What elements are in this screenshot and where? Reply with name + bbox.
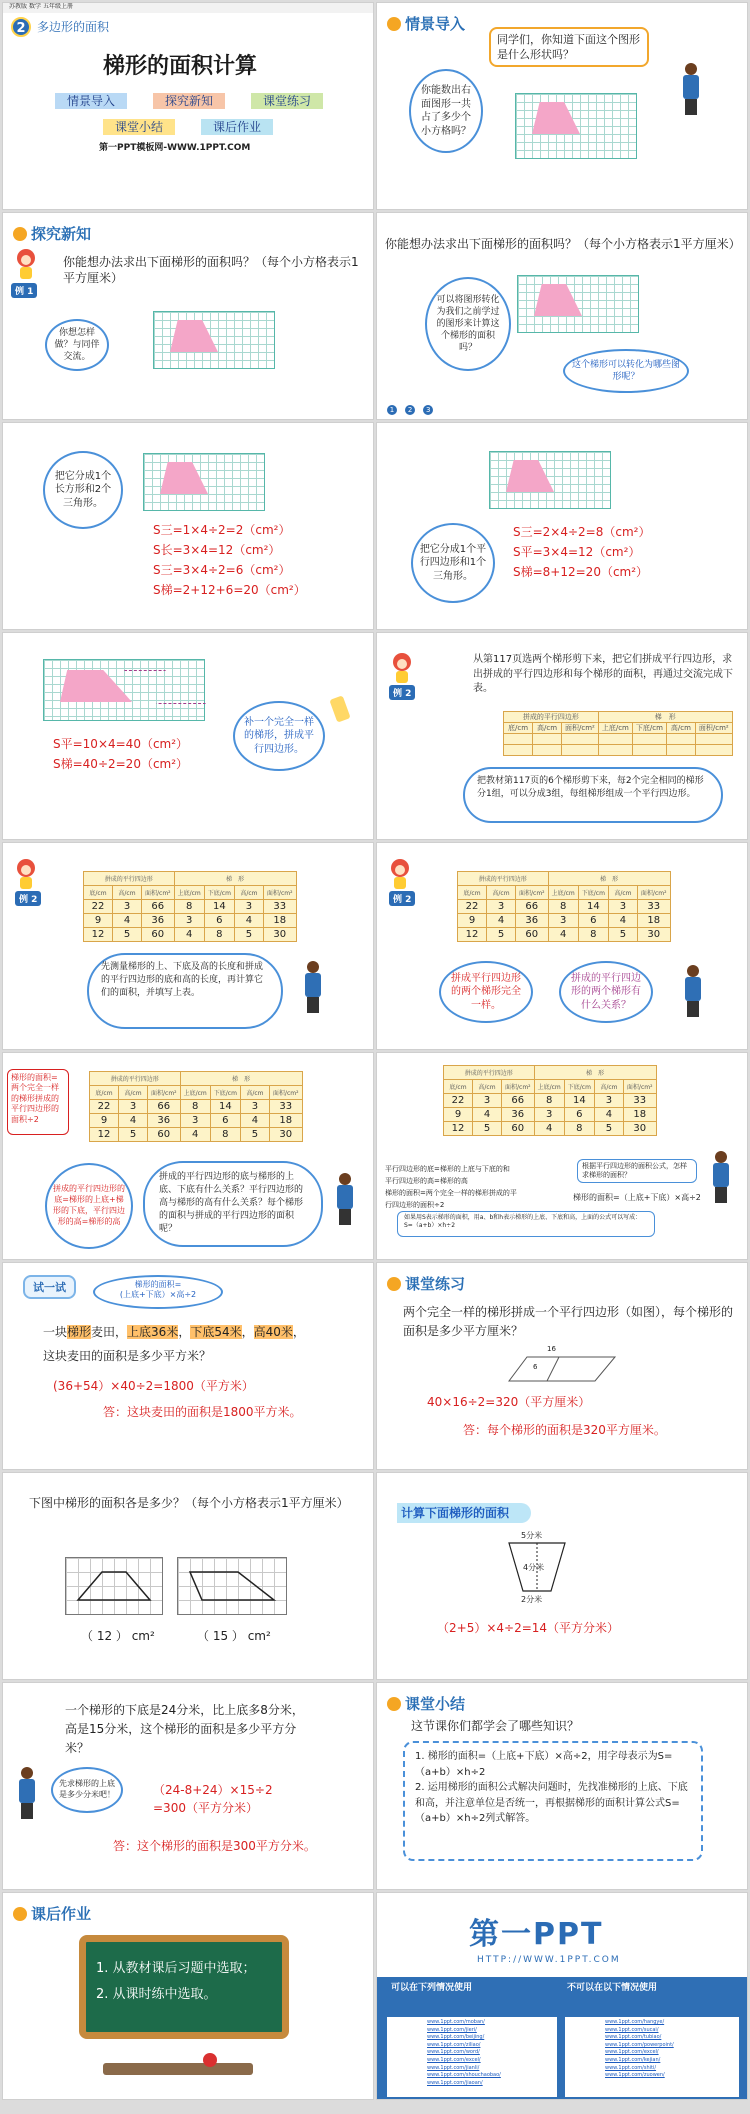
highlight-height: 高40米 (253, 1325, 293, 1339)
th: 高/cm (113, 886, 142, 900)
calc-line-1: （24-8+24）×15÷2 (153, 1783, 273, 1797)
slide-method-1[interactable] (2, 422, 374, 630)
trapezoid-shape (170, 320, 218, 352)
table-row: 9 4 36 3 6 4 18 (84, 914, 297, 928)
th: 上底/cm (534, 1080, 564, 1094)
label-bottom: 2分米 (521, 1595, 543, 1604)
trapezoid-svg-2 (178, 1558, 286, 1614)
logo-text: 第一PPT (469, 1917, 604, 1952)
footer-site: 第一PPT模板网-WWW.1PPT.COM (99, 143, 251, 153)
link[interactable]: www.1ppt.com/kejian/ (605, 2056, 661, 2063)
added-trapezoid (124, 670, 206, 704)
grid-figure (489, 451, 611, 509)
student-mascot (13, 249, 39, 279)
homework-item-2: 2. 从课时练中选取。 (96, 1987, 217, 2002)
blank-table (503, 711, 733, 756)
link[interactable]: www.1ppt.com/jieri/ (427, 2026, 477, 2033)
calc-line-2: S平=3×4=12（cm²） (513, 545, 641, 559)
group-header: 梯 形 (174, 872, 296, 886)
nav-button-explore[interactable]: 探究新知 (153, 93, 225, 109)
link[interactable]: www.1ppt.com/sucai/ (605, 2026, 659, 2033)
th: 上底/cm (180, 1086, 210, 1100)
th: 下底/cm (564, 1080, 594, 1094)
hint-bubble: 补一个完全一样的梯形，拼成平行四边形。 (233, 701, 325, 771)
calc-line: (36+54）×40÷2=1800（平方米） (53, 1379, 254, 1393)
table-row: 22 3 66 8 14 3 33 (458, 900, 671, 914)
derivation-line-2: 平行四边形的高=梯形的高 (385, 1177, 468, 1185)
pencil-icon (329, 695, 350, 722)
slide-derivation-2[interactable] (376, 1052, 748, 1260)
blank-th: 底/cm (504, 723, 533, 734)
text-fragment: ， (178, 1325, 191, 1339)
problem-text-2: 这块麦田的面积是多少平方米？ (43, 1349, 212, 1363)
slide-method-3[interactable] (2, 632, 374, 840)
grid-figure-2 (177, 1557, 287, 1615)
data-table (443, 1065, 657, 1136)
link[interactable]: www.1ppt.com/excel/ (427, 2056, 481, 2063)
highlight-shape: 梯形 (67, 1325, 92, 1339)
instruction-text: 从第117页选两个梯形剪下来，把它们拼成平行四边形，求出拼成的平行四边形和每个梯形的面积，再通过交流完成下表。 (473, 654, 733, 694)
answer-1: （ 12 ） cm² (81, 1629, 155, 1643)
trapezoid-shape (60, 670, 132, 702)
text-fragment: 一块 (43, 1325, 68, 1339)
th: 高/cm (594, 1080, 623, 1094)
section-title: 探究新知 (31, 225, 92, 243)
blank-group-2: 梯 形 (598, 712, 732, 723)
problem-text (43, 1325, 305, 1341)
hint-bubble: 你想怎样做？与同伴交流。 (45, 319, 109, 371)
slide-example-2-table[interactable] (2, 842, 374, 1050)
link[interactable]: www.1ppt.com/excel/ (605, 2049, 659, 2056)
table-row: 12 5 60 4 8 5 30 (84, 928, 297, 942)
letter-formula-box: 如果用S表示梯形的面积，用a、b和h表示梯形的上底、下底和高，上面的公式可以写成：S=（a+b）×h÷2 (397, 1211, 655, 1237)
section-title: 课堂小结 (405, 1695, 466, 1713)
step-2[interactable]: 2 (405, 405, 415, 415)
student-mascot (387, 859, 413, 889)
logo-url: HTTP://WWW.1PPT.COM (477, 1955, 621, 1965)
grid-figure-1 (65, 1557, 163, 1615)
section-icon (387, 1277, 401, 1291)
top-bar (3, 3, 374, 13)
blank-th: 面积/cm² (562, 723, 599, 734)
page-title: 梯形的面积计算 (103, 54, 258, 79)
slide-homework[interactable] (2, 1892, 374, 2100)
answer-line: 答：这块麦田的面积是1800平方米。 (103, 1405, 302, 1419)
blank-th: 面积/cm² (695, 723, 732, 734)
trapezoid-svg-1 (66, 1558, 162, 1614)
th: 高/cm (487, 886, 516, 900)
th: 下底/cm (204, 886, 234, 900)
th: 下底/cm (210, 1086, 240, 1100)
fig-label-6: 6 (533, 1363, 538, 1371)
th: 底/cm (84, 886, 113, 900)
grid-figure (517, 275, 639, 333)
calc-line-3: S梯=8+12=20（cm²） (513, 565, 649, 579)
section-heading (13, 1903, 91, 1924)
th: 上底/cm (174, 886, 204, 900)
hint-bubble: 把它分成1个平行四边形和1个三角形。 (411, 523, 495, 603)
books-decoration (103, 2063, 253, 2075)
calc-line-1: S平=10×4=40（cm²） (53, 737, 189, 751)
parallelogram-svg (507, 1355, 617, 1383)
chapter-number: 2 (11, 17, 31, 37)
teacher-figure (679, 63, 703, 115)
chapter-title: 多边形的面积 (37, 20, 110, 34)
cannot-use-title: 不可以在以下情况使用 (567, 1983, 658, 1993)
section-heading (387, 1273, 465, 1294)
link[interactable]: www.1ppt.com/ziliao/ (427, 2041, 481, 2048)
example-tag: 例 2 (389, 685, 415, 700)
can-use-title: 可以在下列情况使用 (391, 1983, 473, 1993)
section-icon (13, 227, 27, 241)
table-row: 12 5 60 4 8 5 30 (444, 1122, 657, 1136)
group-header: 梯 形 (180, 1072, 302, 1086)
question-bubble: 拼成的平行四边形的两个梯形有什么关系？ (559, 961, 653, 1023)
data-table (89, 1071, 303, 1142)
grid-figure (143, 453, 265, 511)
th: 高/cm (234, 886, 263, 900)
link[interactable]: www.1ppt.com/powerpoint/ (605, 2041, 674, 2048)
link[interactable]: www.1ppt.com/beijing/ (427, 2034, 485, 2041)
formula-line: 梯形的面积=（上底+下底）×高÷2 (573, 1193, 701, 1202)
calc-line-2: S梯=40÷2=20（cm²） (53, 757, 189, 771)
trapezoid-shape (532, 102, 580, 134)
group-header: 拼成的平行四边形 (90, 1072, 181, 1086)
trapezoid-shape (160, 462, 208, 494)
th: 面积/cm² (148, 1086, 181, 1100)
calc-line-1: S三=1×4÷2=2（cm²） (153, 523, 291, 537)
link-list-right[interactable] (605, 2019, 674, 2080)
problem-text: 一个梯形的下底是24分米，比上底多8分米，高是15分米，这个梯形的面积是多少平方分米？ (65, 1703, 304, 1756)
blank-th: 高/cm (533, 723, 562, 734)
formula-note: 梯形的面积=两个完全一样的梯形拼成的平行四边形的面积÷2 (7, 1069, 69, 1135)
teacher-figure (709, 1151, 733, 1203)
answer-bubble: 拼成的平行四边形的底=梯形的上底+梯形的下底，平行四边形的高=梯形的高 (45, 1163, 133, 1249)
th: 面积/cm² (142, 886, 175, 900)
summary-question: 这节课你们都学会了哪些知识？ (411, 1719, 580, 1733)
derivation-line-4: 行四边形的面积÷2 (385, 1201, 445, 1209)
formula-bubble (93, 1275, 223, 1309)
table-row: 22 3 66 8 14 3 33 (90, 1100, 303, 1114)
th: 面积/cm² (637, 886, 670, 900)
section-icon (13, 1907, 27, 1921)
hint-bubble: 可以将图形转化为我们之前学过的图形来计算这个梯形的面积吗？ (425, 277, 511, 371)
section-title: 课堂练习 (405, 1275, 466, 1293)
slide-title[interactable] (2, 2, 374, 210)
th: 底/cm (90, 1086, 119, 1100)
question-note: 根据平行四边形的面积公式，怎样求梯形的面积？ (577, 1159, 697, 1183)
question-text: 你能想办法求出下面梯形的面积吗？（每个小方格表示1平方厘米） (385, 237, 741, 251)
topbar-text-4: 上册 (61, 3, 74, 10)
example-tag: 例 2 (15, 891, 41, 906)
table-row: 12 5 60 4 8 5 30 (90, 1128, 303, 1142)
calc-line-1: S三=2×4÷2=8（cm²） (513, 525, 651, 539)
table-row: 12 5 60 4 8 5 30 (458, 928, 671, 942)
table-row: 22 3 66 8 14 3 33 (84, 900, 297, 914)
table-row: 22 3 66 8 14 3 33 (444, 1094, 657, 1108)
link[interactable]: www.1ppt.com/moban/ (427, 2019, 485, 2025)
example-tag: 例 2 (389, 891, 415, 906)
slide-intro[interactable] (376, 2, 748, 210)
th: 底/cm (444, 1080, 473, 1094)
chalkboard (79, 1935, 289, 2039)
blank-th: 下底/cm (632, 723, 666, 734)
slide-try[interactable] (2, 1262, 374, 1470)
th: 面积/cm² (516, 886, 549, 900)
section-title: 情景导入 (405, 15, 466, 33)
hint-bubble: 把它分成1个长方形和2个三角形。 (43, 451, 123, 529)
slide-practice-1[interactable] (376, 1262, 748, 1470)
label-top: 5分米 (521, 1531, 543, 1540)
slide-explore-1[interactable] (2, 212, 374, 420)
fig-label-16: 16 (547, 1345, 556, 1353)
question-text: 你能想办法求出下面梯形的面积吗？（每个小方格表示1平方厘米） (63, 255, 359, 285)
summary-point-2: 2. 运用梯形的面积公式解决问题时，先找准梯形的上底、下底和高，并注意单位是否统一，再根据梯形的面积计算公式S=（a+b）×h÷2列式解答。 (415, 1782, 688, 1824)
task-tag: 计算下面梯形的面积 (397, 1503, 531, 1523)
group-header: 梯 形 (534, 1066, 656, 1080)
th: 底/cm (458, 886, 487, 900)
parallelogram-figure (507, 1345, 617, 1383)
th: 高/cm (608, 886, 637, 900)
answer-line: 答：这个梯形的面积是300平方分米。 (113, 1839, 316, 1853)
example-tag: 例 1 (11, 283, 37, 298)
speech-box: 同学们，你知道下面这个图形是什么形状吗？ (489, 27, 649, 67)
data-table (457, 871, 671, 942)
formula-text: (上底+下底）×高÷2 (119, 1290, 197, 1300)
th: 面积/cm² (269, 1086, 302, 1100)
th: 高/cm (119, 1086, 148, 1100)
th: 面积/cm² (502, 1080, 535, 1094)
link[interactable]: www.1ppt.com/word/ (427, 2049, 480, 2056)
link[interactable]: www.1ppt.com/tubiao/ (605, 2034, 662, 2041)
slide-practice-4[interactable] (2, 1682, 374, 1890)
hint-bubble: 把教材第117页的6个梯形剪下来，每2个完全相同的梯形分1组，可以分成3组，每组梯形组成一个平行四边形。 (463, 767, 723, 823)
step-1[interactable]: 1 (387, 405, 397, 415)
highlight-lower: 下底54米 (190, 1325, 242, 1339)
derivation-line-1: 平行四边形的底=梯形的上底与下底的和 (385, 1165, 510, 1173)
info-panel (377, 1977, 748, 2100)
blank-group-1: 拼成的平行四边形 (504, 712, 599, 723)
group-header: 拼成的平行四边形 (444, 1066, 535, 1080)
group-header: 拼成的平行四边形 (84, 872, 175, 886)
calc-line: （2+5）×4÷2=14（平方分米） (437, 1621, 620, 1635)
slide-example-2-intro[interactable] (376, 632, 748, 840)
text-fragment: 麦田， (91, 1325, 128, 1339)
section-icon (387, 1697, 401, 1711)
calc-line-4: S梯=2+12+6=20（cm²） (153, 583, 306, 597)
link[interactable]: www.1ppt.com/jianli/ (427, 2064, 480, 2071)
teacher-figure (301, 961, 325, 1013)
link[interactable]: www.1ppt.com/hangye/ (605, 2019, 665, 2025)
hint-bubble: 先求梯形的上底是多少分米吧！ (51, 1767, 123, 1813)
question-bubble: 你能数出右面图形一共占了多少个小方格吗？ (409, 69, 483, 153)
trapezoid-shape (534, 284, 582, 316)
slide-method-2[interactable] (376, 422, 748, 630)
label-height: 4分米 (523, 1563, 545, 1572)
derivation-line-3: 梯形的面积=两个完全一样的梯形拼成的平 (385, 1189, 517, 1197)
th: 高/cm (240, 1086, 269, 1100)
text-fragment: ， (241, 1325, 254, 1339)
problem-text: 两个完全一样的梯形拼成一个平行四边形（如图），每个梯形的面积是多少平方厘米？ (403, 1305, 734, 1339)
homework-item-1: 1. 从教材课后习题中选取； (96, 1961, 256, 1976)
teacher-figure (681, 965, 705, 1017)
apple-icon (203, 2053, 217, 2067)
teacher-figure (333, 1173, 357, 1225)
slide-practice-3[interactable] (376, 1472, 748, 1680)
calc-line-3: S三=3×4÷2=6（cm²） (153, 563, 291, 577)
links-left (387, 2017, 557, 2097)
calc-line-2: =300（平方分米） (153, 1801, 258, 1815)
topbar-text-1: 苏教版 (9, 3, 28, 10)
th: 上底/cm (548, 886, 578, 900)
table-row: 9 4 36 3 6 4 18 (458, 914, 671, 928)
grid-figure (515, 93, 637, 159)
student-mascot (389, 653, 415, 683)
th: 面积/cm² (263, 886, 296, 900)
th: 面积/cm² (623, 1080, 656, 1094)
link-list-left[interactable] (427, 2019, 501, 2087)
student-mascot (13, 859, 39, 889)
text-fragment: ， (292, 1325, 305, 1339)
slide-derivation-1[interactable] (2, 1052, 374, 1260)
grid-figure (43, 659, 205, 721)
th: 高/cm (473, 1080, 502, 1094)
link[interactable]: www.1ppt.com/jiaoan/ (427, 2079, 483, 2086)
answer-2: （ 15 ） cm² (197, 1629, 271, 1643)
slide-practice-2[interactable] (2, 1472, 374, 1680)
topbar-text-2: 数学 (29, 3, 42, 10)
answer-line: 答：每个梯形的面积是320平方厘米。 (463, 1423, 666, 1437)
grid-figure (153, 311, 275, 369)
section-icon (387, 17, 401, 31)
link[interactable]: www.1ppt.com/shouchaobao/ (427, 2072, 501, 2079)
section-heading (13, 223, 91, 244)
highlight-upper: 上底36米 (127, 1325, 179, 1339)
data-table (83, 871, 297, 942)
teacher-figure (15, 1767, 39, 1819)
section-heading (387, 13, 465, 34)
group-header: 梯 形 (548, 872, 670, 886)
trapezoid-shape (506, 460, 554, 492)
problem-text: 下图中梯形的面积各是多少？（每个小方格表示1平方厘米） (29, 1496, 349, 1510)
topbar-text-3: 五年级 (43, 3, 62, 10)
blank-th: 高/cm (666, 723, 695, 734)
formula-title: 梯形的面积= (134, 1280, 182, 1289)
answer-bubble: 拼成平行四边形的两个梯形完全一样。 (439, 961, 533, 1023)
step-indicators (387, 397, 436, 416)
slide-example-2-relation[interactable] (376, 842, 748, 1050)
nav-button-summary[interactable]: 课堂小结 (103, 119, 175, 135)
slide-ad[interactable] (376, 1892, 748, 2100)
try-tag: 试一试 (23, 1275, 76, 1299)
th: 下底/cm (578, 886, 608, 900)
slide-explore-2[interactable] (376, 212, 748, 420)
hint-bubble-2: 这个梯形可以转化为哪些图形呢？ (563, 349, 689, 393)
links-right (565, 2017, 739, 2097)
group-header: 拼成的平行四边形 (458, 872, 549, 886)
slide-summary[interactable] (376, 1682, 748, 1890)
summary-box (403, 1741, 703, 1861)
hint-bubble: 先测量梯形的上、下底及高的长度和拼成的平行四边形的底和高的长度，再计算它们的面积，并填写上表。 (87, 953, 283, 1029)
summary-point-1: 1. 梯形的面积=（上底+下底）×高÷2，用字母表示为S=（a+b）×h÷2 (415, 1751, 673, 1778)
blank-th: 上底/cm (598, 723, 632, 734)
nav-button-intro[interactable]: 情景导入 (55, 93, 127, 109)
nav-button-practice[interactable]: 课堂练习 (251, 93, 323, 109)
calc-line: 40×16÷2=320（平方厘米） (427, 1395, 591, 1409)
table-row: 9 4 36 3 6 4 18 (444, 1108, 657, 1122)
link[interactable]: www.1ppt.com/shiti/ (605, 2064, 657, 2071)
nav-button-homework[interactable]: 课后作业 (201, 119, 273, 135)
link[interactable]: www.1ppt.com/zuowen/ (605, 2072, 665, 2079)
table-row: 9 4 36 3 6 4 18 (90, 1114, 303, 1128)
calc-line-2: S长=3×4=12（cm²） (153, 543, 281, 557)
section-heading (387, 1693, 465, 1714)
step-3[interactable]: 3 (423, 405, 433, 415)
question-bubble: 拼成的平行四边形的底与梯形的上底、下底有什么关系？平行四边形的高与梯形的高有什么关系？每个梯形的面积与拼成的平行四边形的面积呢？ (143, 1161, 323, 1247)
section-title: 课后作业 (31, 1905, 92, 1923)
